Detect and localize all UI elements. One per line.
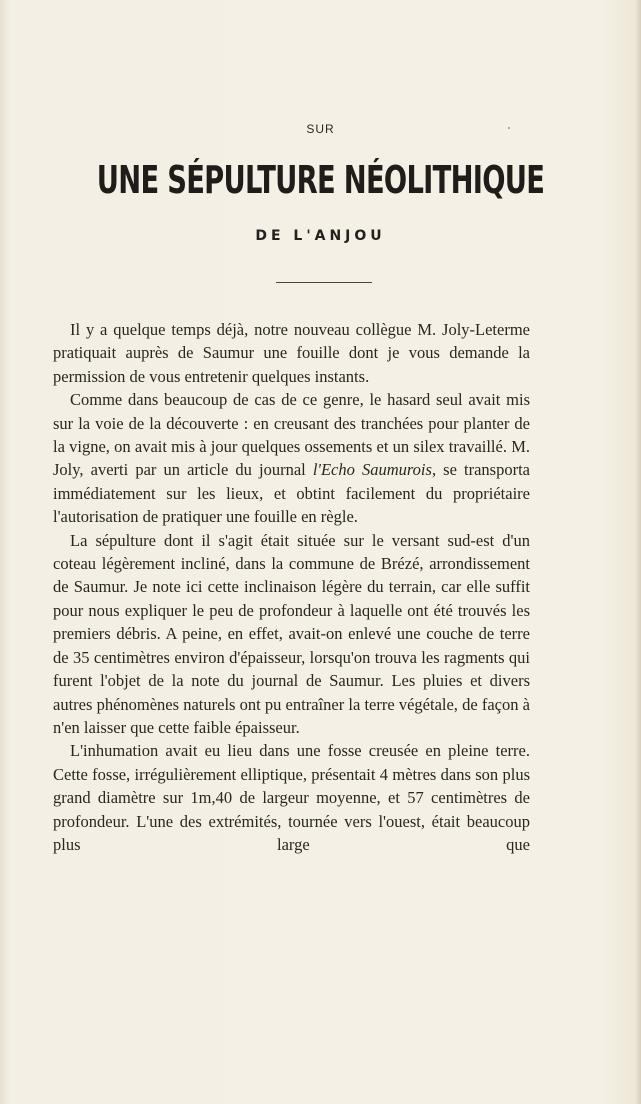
journal-title: l'Echo Saumurois bbox=[312, 460, 432, 480]
page-edge-shadow bbox=[635, 0, 641, 1104]
paragraph-2-part-a: Comme dans beaucoup de cas de ce genre, le hasard seul avait mis sur la voie de la découverte : en creusant des tranchées pour planter de la vigne, on avait mis à jour quelques ossements et un silex travaillé. M. Joly, averti par un article du journal bbox=[53, 390, 530, 480]
paragraph-2-part-b: , se transporta immédiatement sur les lieux, et obtint facilement du propriétaire l'autorisation de pratiquer une fouille en règle. bbox=[53, 460, 530, 527]
paragraph-4: L'inhumation avait eu lieu dans une fosse creusée en pleine terre. Cette fosse, irrégulièrement elliptique, présentait 4 mètres dans son plus grand diamètre sur 1m,40 de largeur moyenne, et 57 centimètres de profondeur. L'une des extrémités, tournée vers l'ouest, était beaucoup plus large que bbox=[53, 741, 530, 854]
paragraph-3: La sépulture dont il s'agit était située sur le versant sud-est d'un coteau légèrement incliné, dans la commune de Brézé, arrondissement de Saumur. Je note ici cette inclinaison légère du terrain, car elle suffit pour nous expliquer le peu de profondeur à laquelle ont été trouvés les premiers débris. A peine, en effet, avait-on enlevé une couche de terre de 35 centimètres environ d'épaisseur, lorsqu'on trouva les ragments qui furent l'objet de la note du journal de Saumur. Les pluies et divers autres phénomènes naturels ont pu entraîner la terre végétale, de façon à n'en laisser que cette faible épaisseur. bbox=[53, 530, 530, 737]
ink-speck bbox=[508, 127, 510, 129]
paragraph-2 bbox=[53, 388, 530, 528]
page-title: UNE SÉPULTURE NÉOLITHIQUE bbox=[96, 158, 545, 202]
title-divider bbox=[276, 282, 372, 283]
paragraph-1: Il y a quelque temps déjà, notre nouveau collègue M. Joly-Leterme pratiquait auprès de Saumur une fouille dont je vous demande la permission de vous entretenir quelques instants. bbox=[53, 320, 530, 386]
page-subtitle: DE L'ANJOU bbox=[255, 228, 386, 244]
article-body bbox=[53, 318, 530, 856]
pre-title: SUR bbox=[306, 122, 335, 136]
